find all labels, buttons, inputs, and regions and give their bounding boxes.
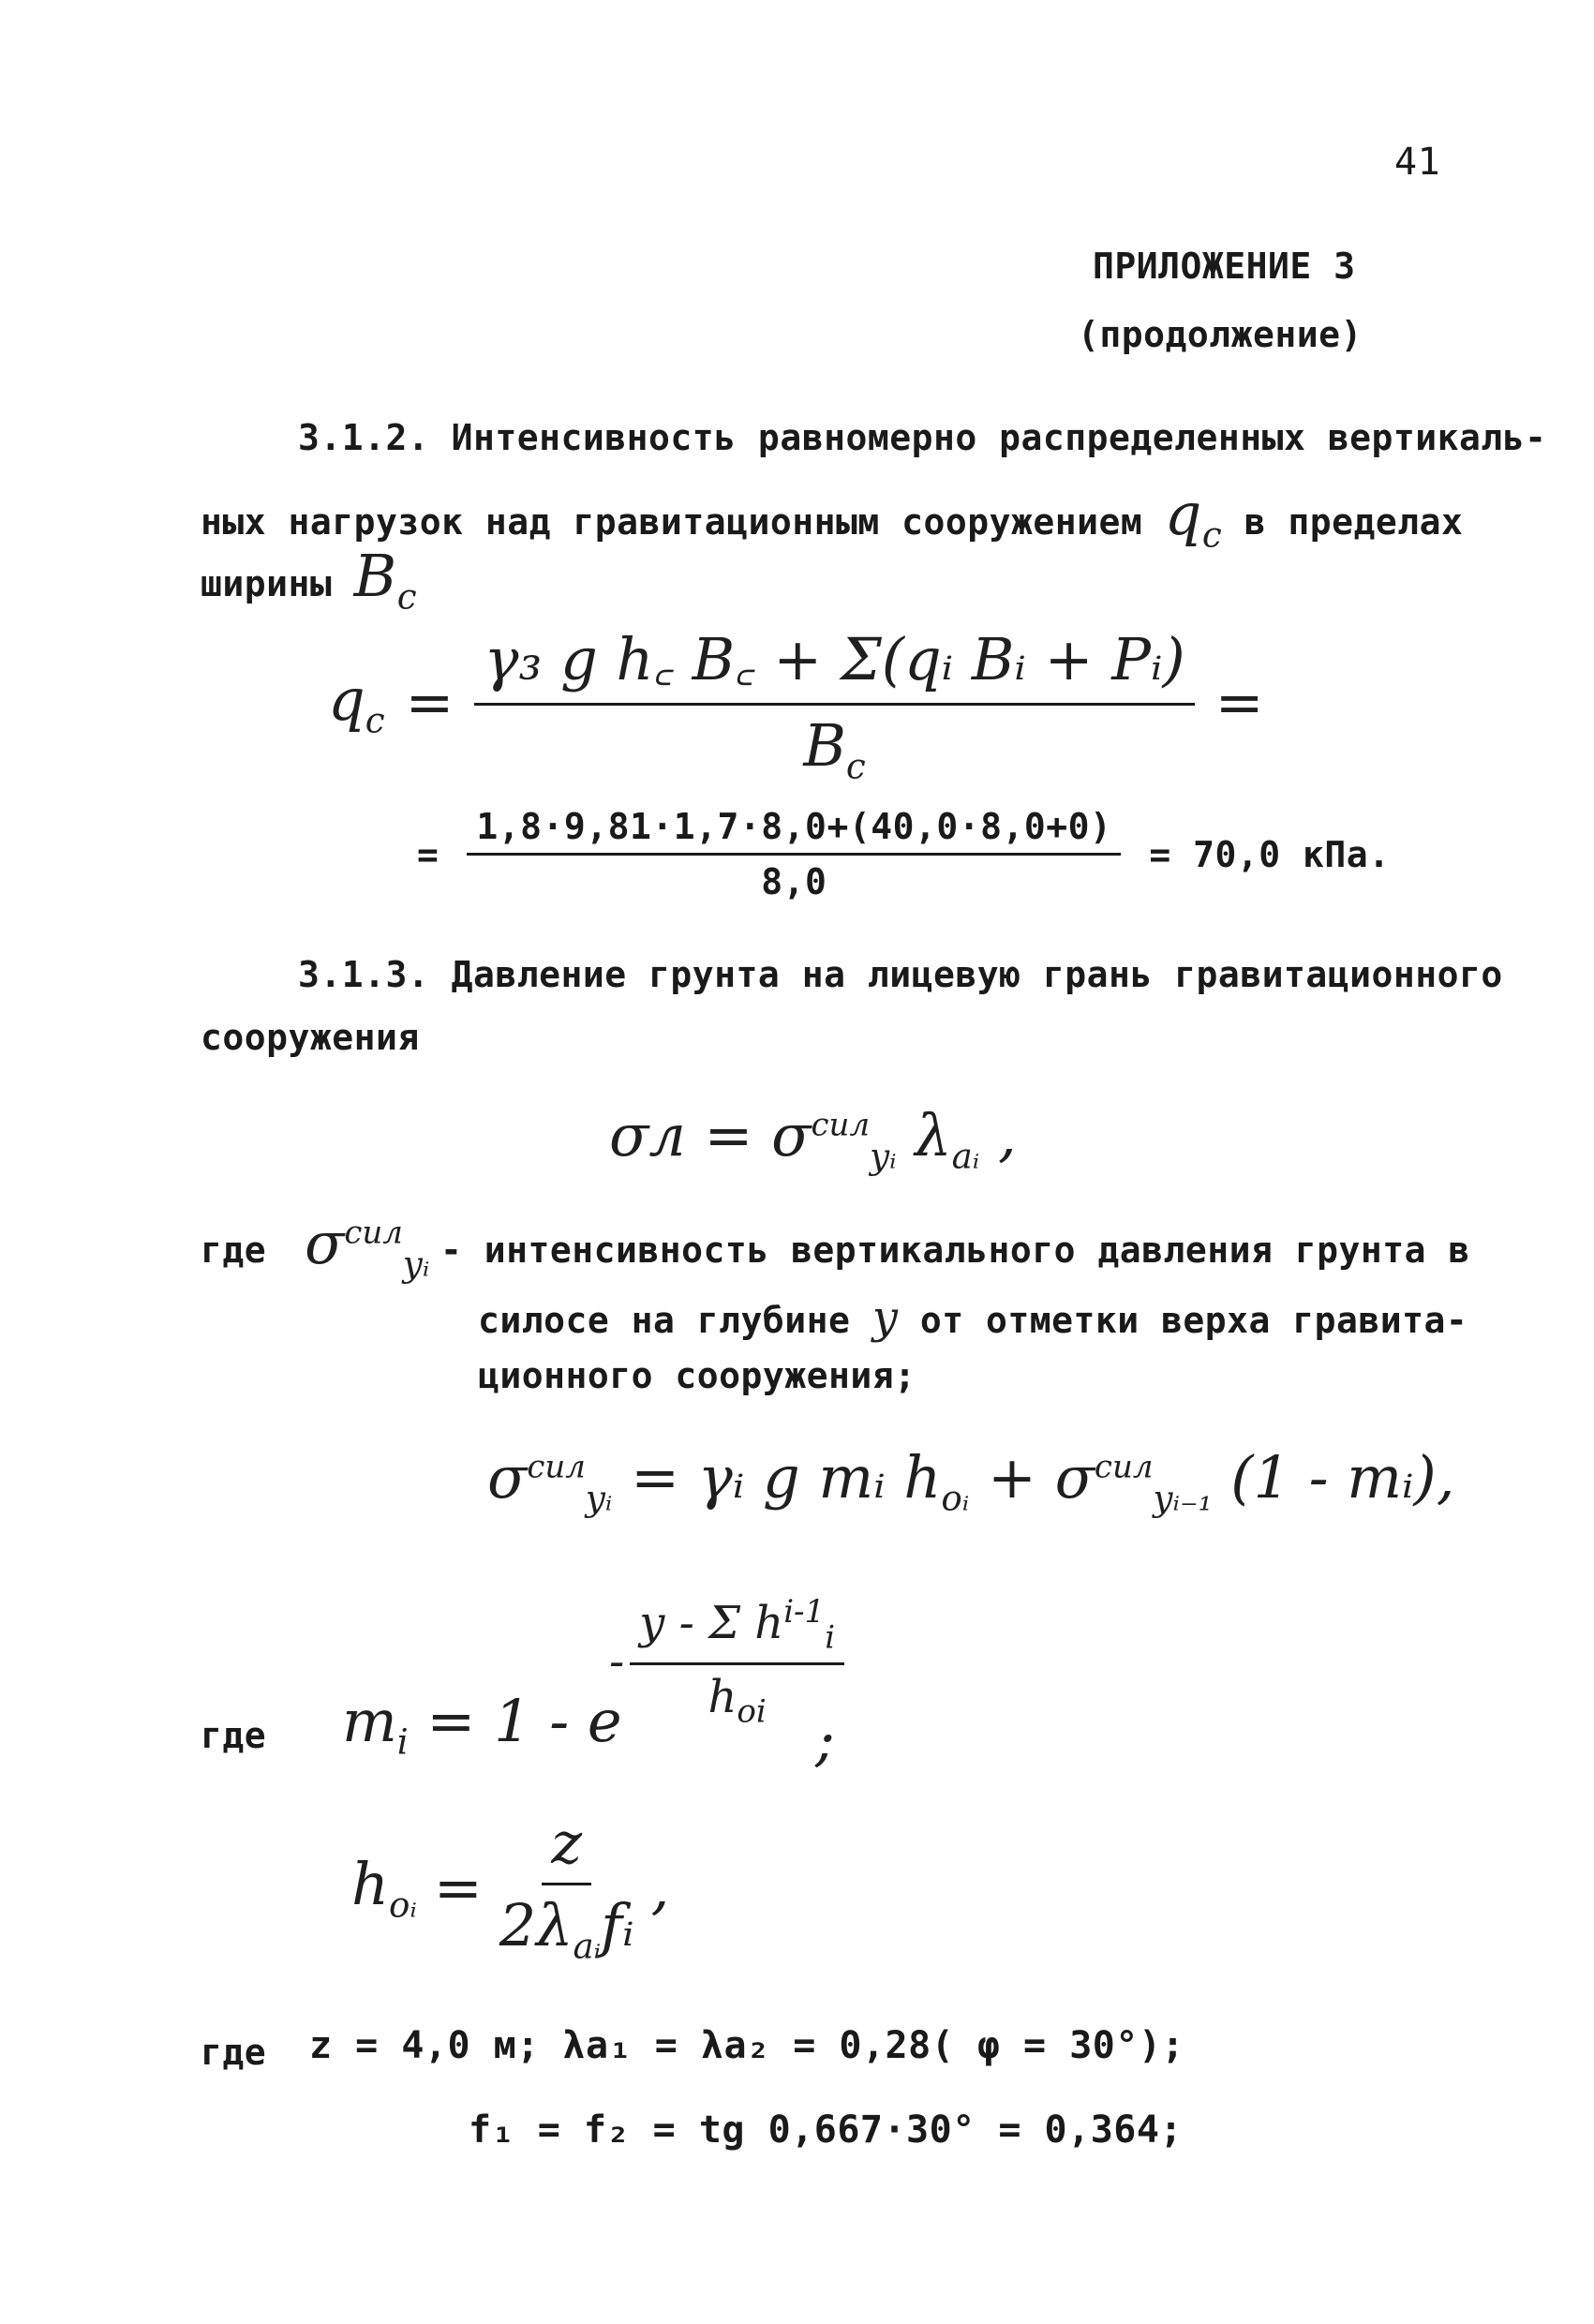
formula-h-numerator: z <box>542 1809 591 1885</box>
definition-line2: силосе на глубине y от отметки верха гравита- <box>478 1291 1468 1344</box>
formula-qc-lhs: $q_c$ <box>328 664 385 740</box>
where3-line2: f₁ = f₂ = tg 0,667·30° = 0,364; <box>469 2108 1184 2152</box>
definition-line1: - интенсивность вертикального давления грунта в <box>440 1229 1470 1271</box>
section-312-line2-text-a: ных нагрузок над гравитационным сооружением <box>201 501 1143 543</box>
symbol-y: y <box>871 1291 899 1344</box>
numeric-fraction <box>467 806 1121 902</box>
numeric-result: = 70,0 кПа. <box>1149 833 1391 875</box>
formula-h <box>351 1809 669 1966</box>
section-312-line3-text: ширины <box>201 563 333 604</box>
numeric-denominator: 8,0 <box>761 861 827 902</box>
where-label-3: где <box>201 2032 267 2073</box>
where-symbol-sigma: $\sigma^{сил}_{yᵢ}$ <box>305 1209 430 1285</box>
section-312-line1: 3.1.2. Интенсивность равномерно распределенных вертикаль- <box>298 417 1547 458</box>
formula-sigma-yi: $\sigma^{сил}_{yᵢ}$ = γᵢ g mᵢ $h_{oᵢ} + \sigma^{сил}_{yᵢ_{-1}}$ (1 - mᵢ), <box>487 1443 1455 1519</box>
formula-h-lhs: $h_{oᵢ}$ <box>351 1850 417 1926</box>
definition-line3: ционного сооружения; <box>478 1355 916 1396</box>
numeric-leading-equals: = <box>417 833 439 875</box>
section-313-line2: сооружения <box>201 1017 420 1058</box>
formula-h-fraction <box>499 1809 634 1966</box>
page-number: 41 <box>1394 141 1441 184</box>
section-313-line1: 3.1.3. Давление грунта на лицевую грань гравитационного <box>298 954 1503 995</box>
formula-qc-equals: = <box>405 668 454 737</box>
appendix-continuation: (продолжение) <box>1078 314 1363 355</box>
appendix-title: ПРИЛОЖЕНИЕ 3 <box>1093 246 1356 287</box>
symbol-bc: $B_c$ <box>353 542 418 618</box>
exponent-fraction <box>630 1593 844 1730</box>
formula-qc <box>328 618 1264 786</box>
where-label-2: где <box>201 1715 267 1756</box>
formula-h-comma: , <box>650 1853 670 1922</box>
formula-m-semicolon: ; <box>815 1706 835 1774</box>
formula-qc-trailing-equals: = <box>1214 668 1264 737</box>
where3-line1: z = 4,0 м; λa₁ = λa₂ = 0,28( φ = 30°); <box>309 2024 1185 2067</box>
symbol-qc: $q_c$ <box>1164 480 1223 556</box>
exponent-minus: - <box>609 1635 625 1689</box>
formula-m-exponent <box>609 1593 844 1730</box>
formula-h-equals: = <box>433 1853 483 1922</box>
formula-qc-fraction <box>474 618 1194 786</box>
section-312-line3 <box>201 542 417 617</box>
formula-m-lhs: $m_i = 1 - e$ <box>342 1687 622 1763</box>
formula-qc-numeric <box>417 806 1391 902</box>
exponent-denominator: $h_{oi}$ <box>708 1670 767 1731</box>
formula-qc-numerator: γ₃ g h꜀ B꜀ + Σ(qᵢ Bᵢ + Pᵢ) <box>474 618 1194 706</box>
formula-qc-denominator: $B_c$ <box>803 711 866 787</box>
where-label-1: где <box>201 1229 267 1271</box>
formula-sigma-l: $\sigma л = \sigma^{сил}_{yᵢ}$ $\lambda_{aᵢ}$ , <box>609 1101 1017 1177</box>
numeric-numerator: 1,8·9,81·1,7·8,0+(40,0·8,0+0) <box>467 806 1121 856</box>
exponent-numerator: y - Σ $h^{i-1}_i$ <box>630 1593 844 1665</box>
formula-h-denominator: $2\lambda_{aᵢ}fᵢ$ <box>499 1891 634 1967</box>
section-312-line2-text-b: в пределах <box>1244 501 1464 543</box>
